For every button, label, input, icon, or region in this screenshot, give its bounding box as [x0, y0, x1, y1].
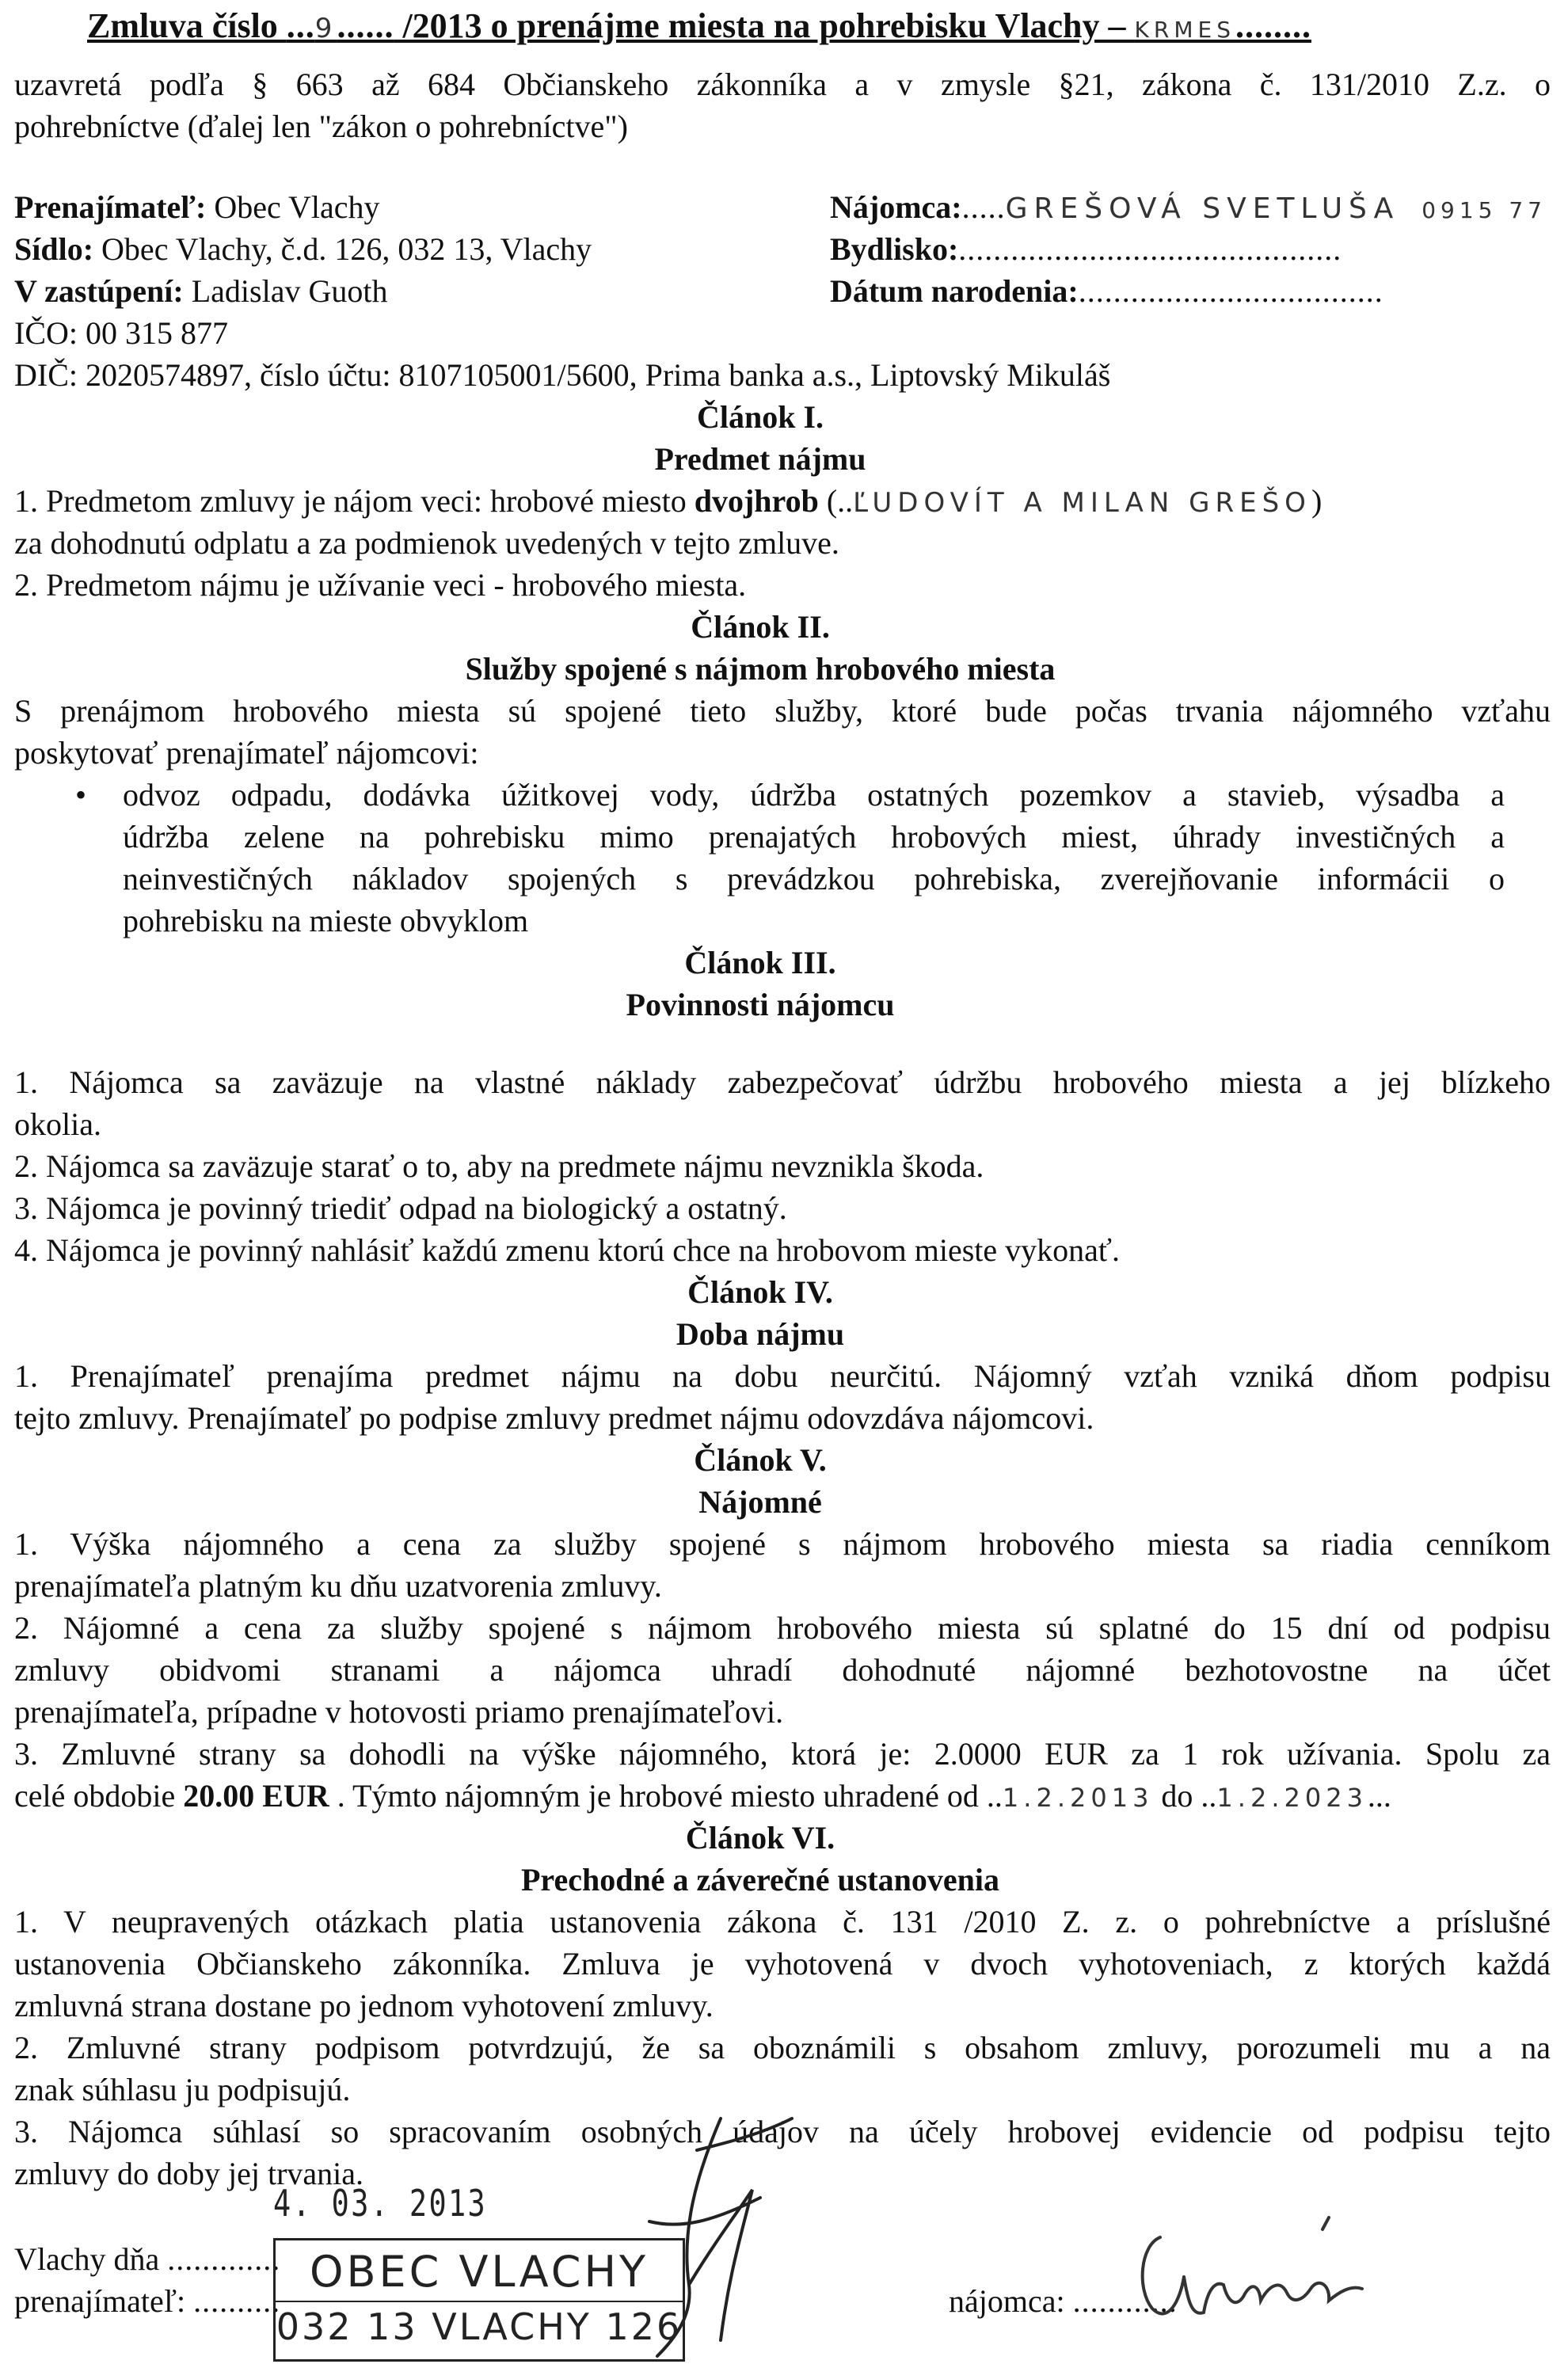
article-4-paragraph-1-line-1: 1. Prenajímateľ prenajíma predmet nájmu na dobu neurčitú. Nájomný vzťah vzniká dňom podpisu	[14, 1358, 1551, 1394]
article-3-subheading: Povinnosti nájomcu	[626, 987, 895, 1022]
stamp-line-1: OBEC VLACHY	[309, 2247, 649, 2297]
article-3-paragraph-3: 3. Nájomca je povinný triediť odpad na biologický a ostatný.	[14, 1190, 787, 1226]
contract-number-handwritten: 9	[314, 13, 337, 44]
handwritten-title-note: KRMES	[1134, 17, 1235, 43]
tenant-phone-handwritten: 0915 77	[1421, 197, 1547, 223]
article-5-paragraph-2-line-2: zmluvy obidvomi stranami a nájomca uhradí dohodnuté nájomné bezhotovostne na účet	[14, 1652, 1551, 1688]
article-6-paragraph-1-line-3: zmluvná strana dostane po jednom vyhotovení zmluvy.	[14, 1988, 714, 2023]
services-line-3: neinvestičných nákladov spojených s prevádzkou pohrebiska, zverejňovanie informácii o	[123, 861, 1505, 896]
article-3-paragraph-4: 4. Nájomca je povinný nahlásiť každú zmenu ktorú chce na hrobovom mieste vykonať.	[14, 1232, 1121, 1268]
article-2-heading: Článok II.	[691, 609, 830, 645]
stamp-line-2: 032 13 VLACHY 126	[276, 2301, 683, 2351]
ico-line: IČO: 00 315 877	[14, 315, 228, 351]
article-1-heading: Článok I.	[696, 399, 824, 435]
legal-basis-line-1: uzavretá podľa § 663 až 684 Občianskeho zákonníka a v zmysle §21, zákona č. 131/2010 Z.z. o	[14, 67, 1551, 102]
article-3-heading: Článok III.	[684, 945, 836, 980]
tenant-line: Nájomca:.....GREŠOVÁ SVETLUŠA 0915 77	[830, 189, 1547, 225]
total-rent-amount: 20.00 EUR	[183, 1778, 329, 1814]
article-4-subheading: Doba nájmu	[676, 1316, 845, 1352]
article-1-paragraph-1-line-2: za dohodnutú odplatu a za podmienok uvedených v tejto zmluve.	[14, 525, 839, 561]
article-1-paragraph-1: 1. Predmetom zmluvy je nájom veci: hrobové miesto dvojhrob (..ĽUDOVÍT A MILAN GREŠO)	[14, 483, 1323, 519]
rent-from-date-handwritten: 1.2.2013	[1002, 1783, 1154, 1813]
article-5-subheading: Nájomné	[698, 1484, 822, 1520]
article-3-paragraph-1-line-1: 1. Nájomca sa zaväzuje na vlastné náklady zabezpečovať údržbu hrobového miesta a jej blízkeho	[14, 1064, 1551, 1100]
article-6-paragraph-3-line-2: zmluvy do doby jej trvania.	[14, 2156, 364, 2191]
article-1-subheading: Predmet nájmu	[654, 441, 866, 477]
tenant-signature-line: nájomca: ............	[949, 2283, 1178, 2319]
birth-date-line: Dátum narodenia:...................................	[830, 273, 1383, 309]
signing-date-stamp: 4. 03. 2013	[273, 2182, 488, 2225]
article-6-paragraph-2-line-1: 2. Zmluvné strany podpisom potvrdzujú, že sa oboznámili s obsahom zmluvy, porozumeli mu a na	[14, 2030, 1551, 2065]
article-5-paragraph-3-line-2: celé obdobie 20.00 EUR . Týmto nájomným je hrobové miesto uhradené od ..1.2.2013 do ..1.2.2023...	[14, 1778, 1391, 1814]
article-6-paragraph-3-line-1: 3. Nájomca súhlasí so spracovaním osobných údajov na účely hrobovej evidencie od podpisu tejto	[14, 2114, 1551, 2149]
tenant-name-handwritten: GREŠOVÁ SVETLUŠA	[1005, 192, 1400, 225]
representative-line: V zastúpení: Ladislav Guoth	[14, 273, 388, 309]
tenant-signature	[1125, 2214, 1394, 2332]
services-line-2: údržba zelene na pohrebisku mimo prenajatých hrobových miest, úhrady investičných a	[123, 819, 1505, 855]
article-1-paragraph-2: 2. Predmetom nájmu je užívanie veci - hrobového miesta.	[14, 567, 747, 603]
article-4-heading: Článok IV.	[687, 1274, 833, 1310]
article-5-paragraph-2-line-3: prenajímateľa, prípadne v hotovosti priamo prenajímateľovi.	[14, 1694, 784, 1730]
article-2-subheading: Služby spojené s nájmom hrobového miesta	[465, 651, 1056, 687]
dic-line: DIČ: 2020574897, číslo účtu: 8107105001/5600, Prima banka a.s., Liptovský Mikuláš	[14, 357, 1111, 393]
grave-names-handwritten: ĽUDOVÍT A MILAN GREŠO	[853, 487, 1311, 519]
bullet-marker: •	[75, 777, 87, 813]
landlord-signature-mark	[602, 2103, 808, 2364]
article-6-heading: Článok VI.	[685, 1820, 835, 1856]
article-3-paragraph-2: 2. Nájomca sa zaväzuje starať o to, aby na predmete nájmu nevznikla škoda.	[14, 1148, 984, 1184]
article-5-paragraph-1-line-1: 1. Výška nájomného a cena za služby spojené s nájmom hrobového miesta sa riadia cenníkom	[14, 1526, 1551, 1562]
services-line-4: pohrebisku na mieste obvyklom	[123, 903, 529, 938]
article-6-subheading: Prechodné a záverečné ustanovenia	[520, 1862, 999, 1898]
article-6-paragraph-1-line-1: 1. V neupravených otázkach platia ustanovenia zákona č. 131 /2010 Z. z. o pohrebníctve a príslušné	[14, 1904, 1551, 1940]
article-6-paragraph-1-line-2: ustanovenia Občianskeho zákonníka. Zmluva je vyhotovená v dvoch vyhotoveniach, z ktorých každá	[14, 1946, 1551, 1981]
signing-place-line: Vlachy dňa .............	[14, 2241, 281, 2277]
rent-to-date-handwritten: 1.2.2023	[1216, 1783, 1368, 1813]
legal-basis-line-2: pohrebníctve (ďalej len "zákon o pohrebníctve")	[14, 108, 628, 144]
article-3-paragraph-1-line-2: okolia.	[14, 1106, 101, 1142]
seat-line: Sídlo: Obec Vlachy, č.d. 126, 032 13, Vlachy	[14, 231, 592, 267]
landlord-signature-line: prenajímateľ: ..........	[14, 2283, 281, 2319]
article-5-paragraph-3-line-1: 3. Zmluvné strany sa dohodli na výške nájomného, ktorá je: 2.0000 EUR za 1 rok užívania. Spolu za	[14, 1736, 1551, 1772]
address-line: Bydlisko:............................................	[830, 231, 1342, 267]
article-2-intro-line-1: S prenájmom hrobového miesta sú spojené tieto služby, ktoré bude počas trvania nájomného vzťahu	[14, 693, 1551, 729]
article-6-paragraph-2-line-2: znak súhlasu ju podpisujú.	[14, 2072, 351, 2107]
services-line-1: odvoz odpadu, dodávka úžitkovej vody, údržba ostatných pozemkov a stavieb, výsadba a	[123, 777, 1505, 813]
landlord-line: Prenajímateľ: Obec Vlachy	[14, 189, 380, 225]
article-2-intro-line-2: poskytovať prenajímateľ nájomcovi:	[14, 735, 479, 771]
article-5-paragraph-2-line-1: 2. Nájomné a cena za služby spojené s nájmom hrobového miesta sú splatné do 15 dní od podpisu	[14, 1610, 1551, 1646]
contract-title: Zmluva číslo ...9...... /2013 o prenájme miesta na pohrebisku Vlachy – KRMES........	[87, 6, 1311, 45]
article-4-paragraph-1-line-2: tejto zmluvy. Prenajímateľ po podpise zmluvy predmet nájmu odovzdáva nájomcovi.	[14, 1400, 1094, 1436]
article-5-heading: Článok V.	[694, 1442, 827, 1478]
article-5-paragraph-1-line-2: prenajímateľa platným ku dňu uzatvorenia zmluvy.	[14, 1568, 662, 1604]
